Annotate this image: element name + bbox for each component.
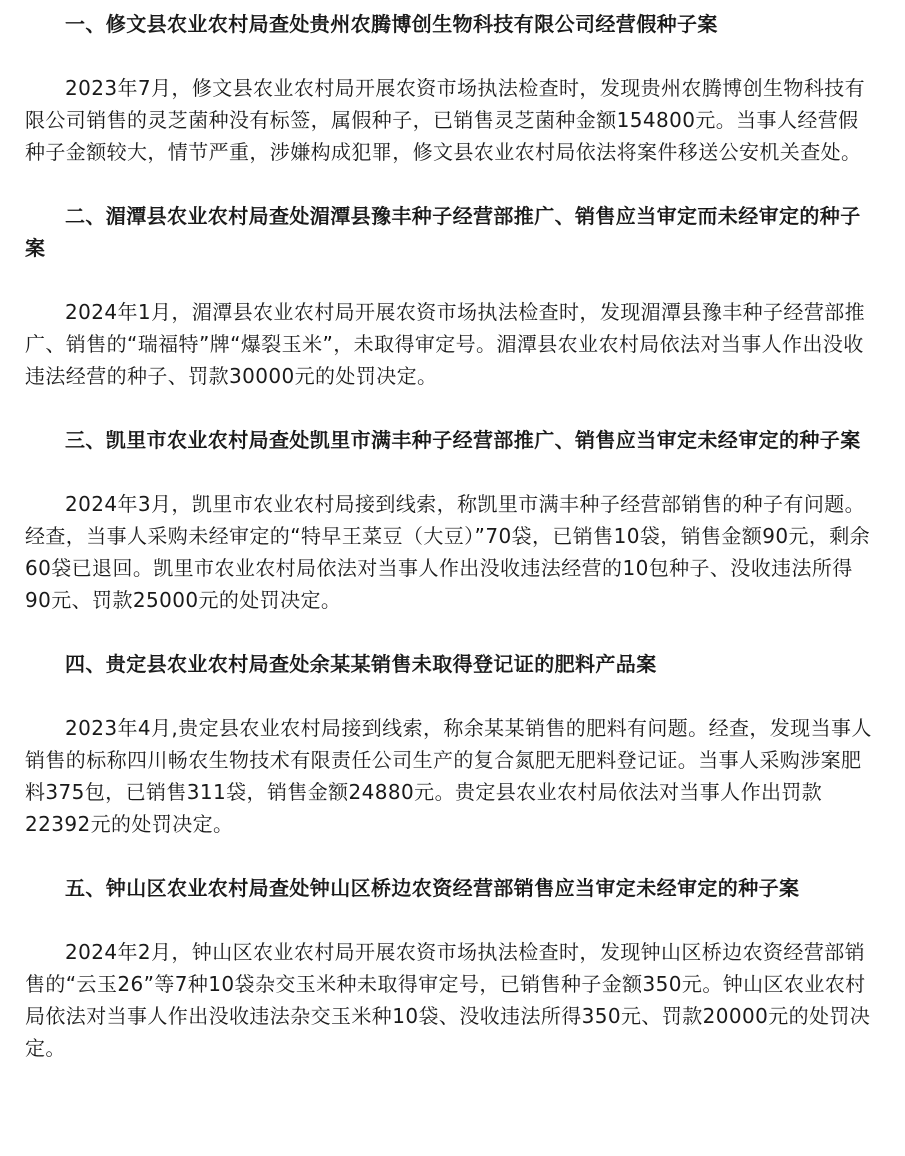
case-body: 2023年4月,贵定县农业农村局接到线索，称余某某销售的肥料有问题。经查，发现当事人销售的标称四川畅农生物技术有限责任公司生产的复合氮肥无肥料登记证。当事人采购涉案肥料375包，已销售311袋，销售金额24880元。贵定县农业农村局依法对当事人作出罚款22392元的处罚决定。: [25, 716, 872, 836]
case-title: 五、钟山区农业农村局查处钟山区桥边农资经营部销售应当审定未经审定的种子案: [65, 876, 800, 900]
case-1: [25, 8, 877, 168]
case-3: [25, 424, 877, 616]
case-2: [25, 200, 877, 392]
case-body: 2024年2月，钟山区农业农村局开展农资市场执法检查时，发现钟山区桥边农资经营部销售的“云玉26”等7种10袋杂交玉米种未取得审定号，已销售种子金额350元。钟山区农业农村局依法对当事人作出没收违法杂交玉米种10袋、没收违法所得350元、罚款20000元的处罚决定。: [25, 940, 871, 1060]
case-title: 四、贵定县农业农村局查处余某某销售未取得登记证的肥料产品案: [65, 652, 657, 676]
case-title: 一、修文县农业农村局查处贵州农腾博创生物科技有限公司经营假种子案: [65, 12, 718, 36]
case-body: 2024年3月，凯里市农业农村局接到线索，称凯里市满丰种子经营部销售的种子有问题。经查，当事人采购未经审定的“特早王菜豆（大豆）”70袋，已销售10袋，销售金额90元，剩余60袋已退回。凯里市农业农村局依法对当事人作出没收违法经营的10包种子、没收违法所得90元、罚款25000元的处罚决定。: [25, 492, 871, 612]
case-title: 三、凯里市农业农村局查处凯里市满丰种子经营部推广、销售应当审定未经审定的种子案: [65, 428, 861, 452]
case-body: 2024年1月，湄潭县农业农村局开展农资市场执法检查时，发现湄潭县豫丰种子经营部推广、销售的“瑞福特”牌“爆裂玉米”，未取得审定号。湄潭县农业农村局依法对当事人作出没收违法经营的种子、罚款30000元的处罚决定。: [25, 300, 866, 388]
case-4: [25, 648, 877, 840]
case-body: 2023年7月，修文县农业农村局开展农资市场执法检查时，发现贵州农腾博创生物科技有限公司销售的灵芝菌种没有标签，属假种子，已销售灵芝菌种金额154800元。当事人经营假种子金额较大，情节严重，涉嫌构成犯罪，修文县农业农村局依法将案件移送公安机关查处。: [25, 76, 866, 164]
case-title: 二、湄潭县农业农村局查处湄潭县豫丰种子经营部推广、销售应当审定而未经审定的种子案: [25, 204, 861, 260]
case-5: [25, 872, 877, 1064]
